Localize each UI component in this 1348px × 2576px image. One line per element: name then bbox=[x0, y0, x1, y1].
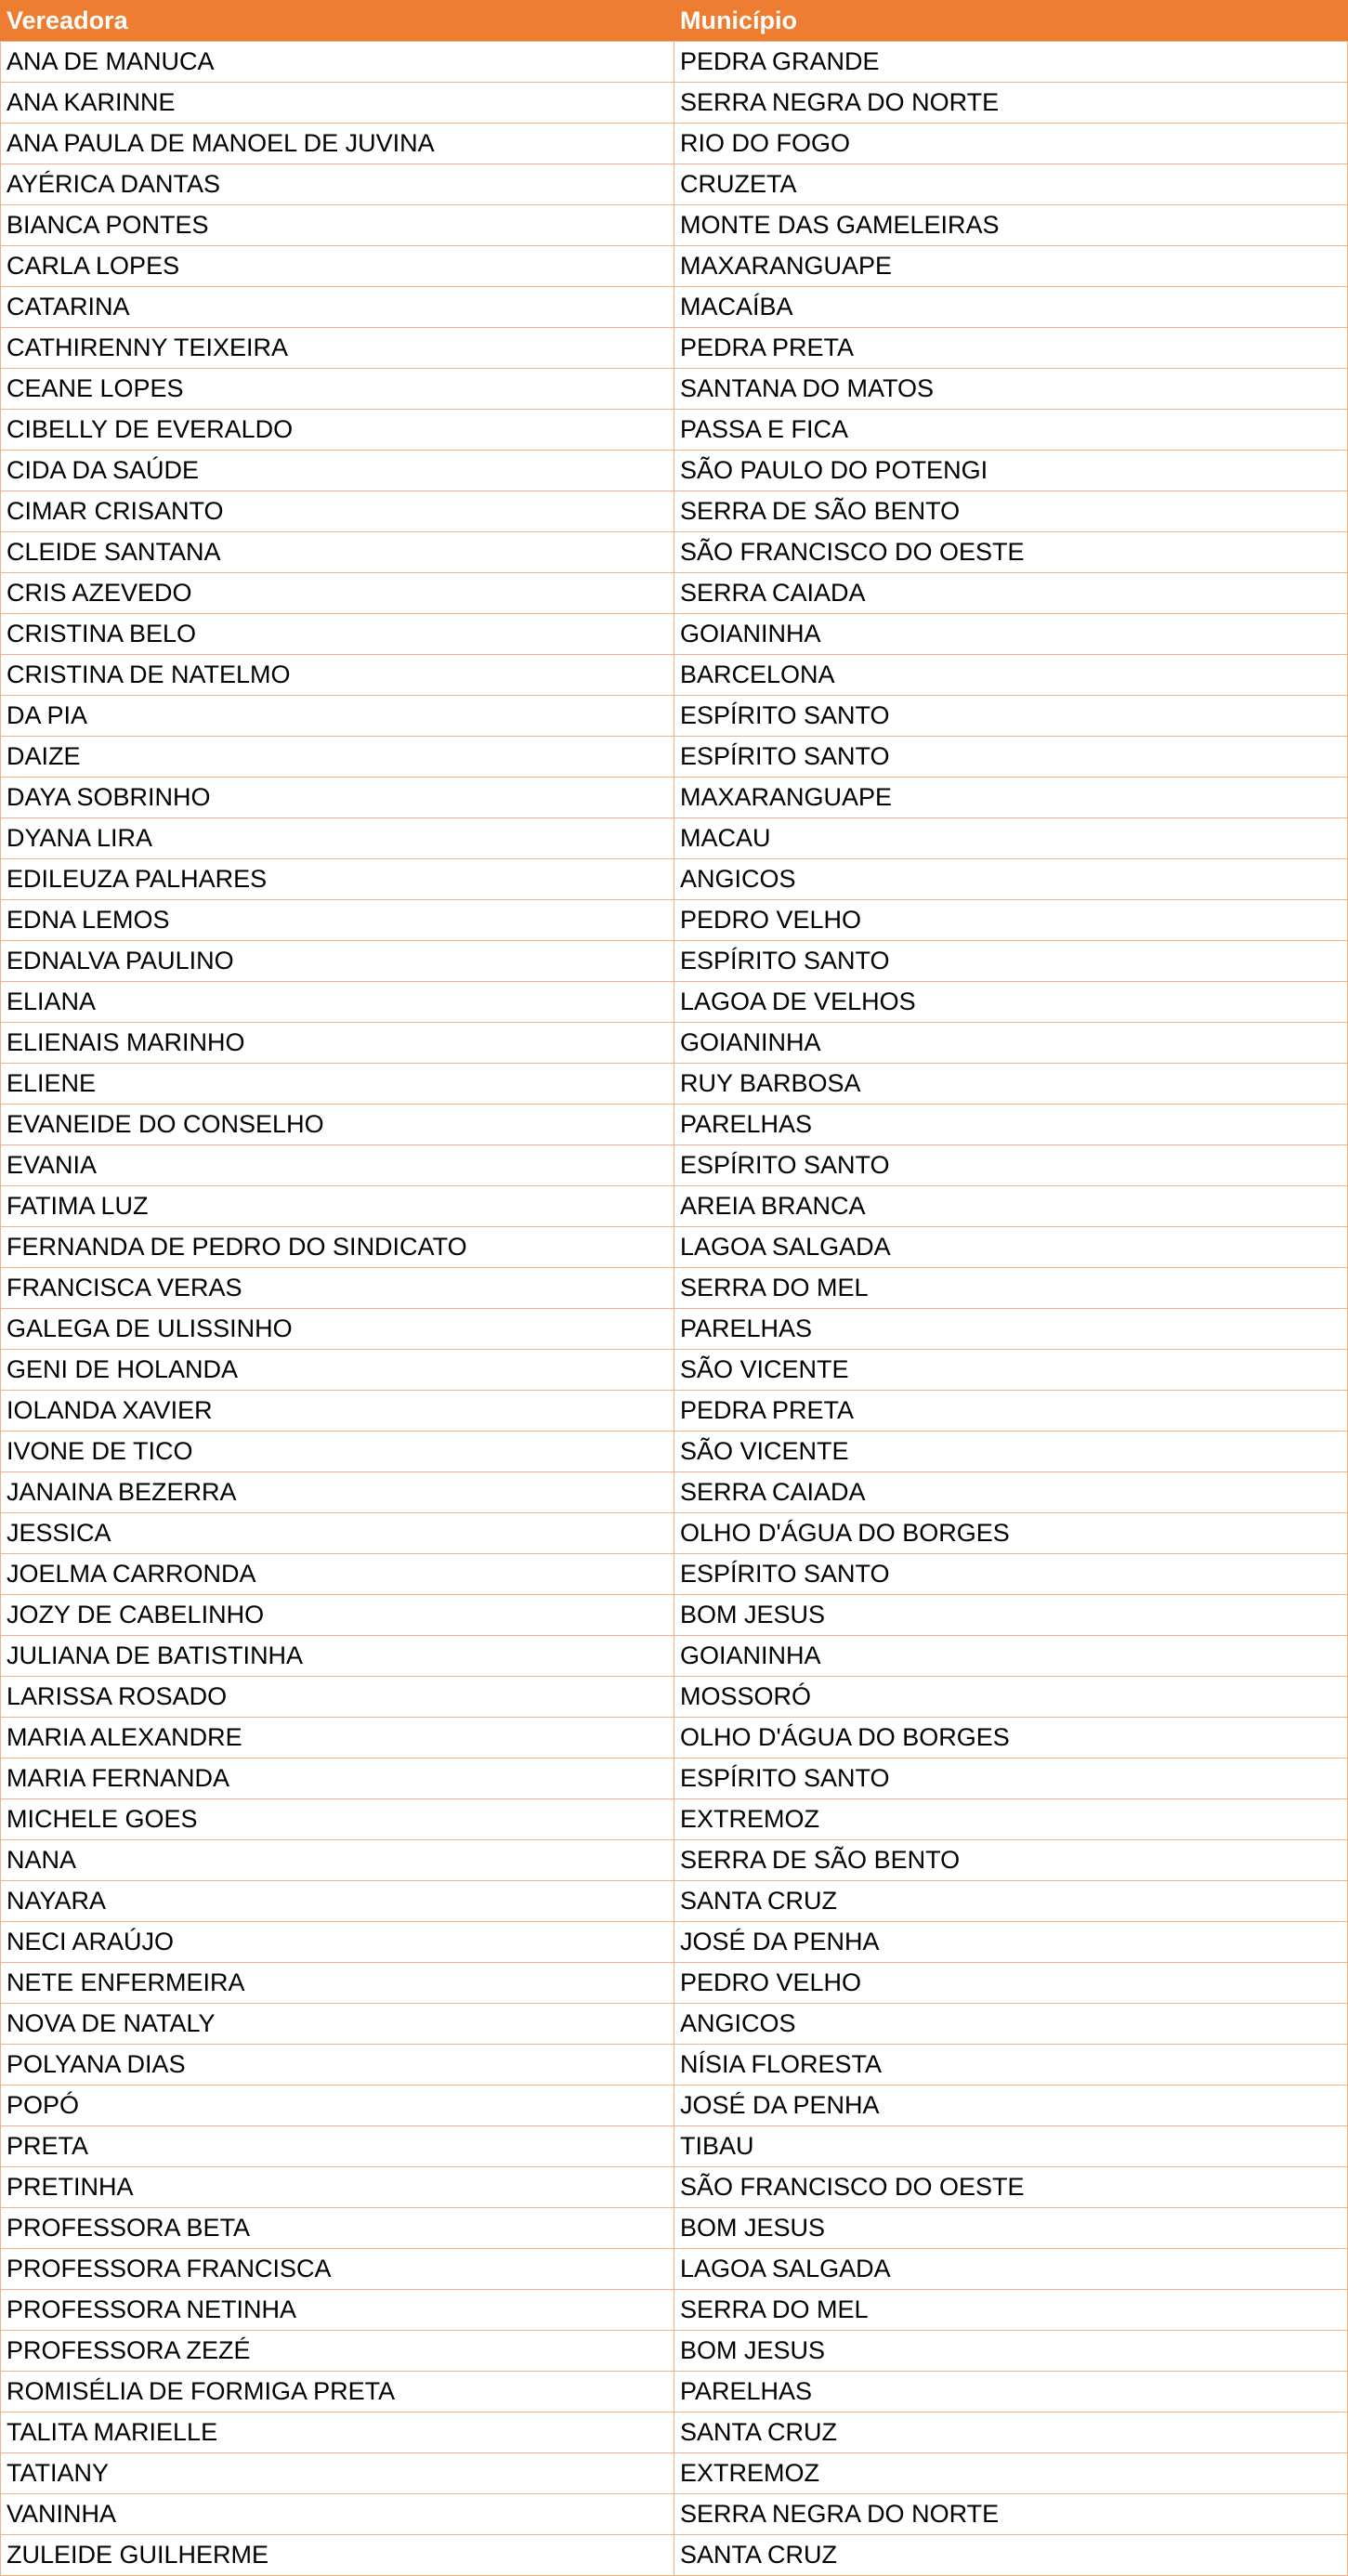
table-row bbox=[1, 2167, 1348, 2208]
cell-vereadora[interactable]: VANINHA bbox=[1, 2494, 674, 2535]
cell-vereadora[interactable]: ZULEIDE GUILHERME bbox=[1, 2535, 674, 2576]
cell-municipio[interactable]: PEDRO VELHO bbox=[674, 900, 1348, 941]
cell-municipio[interactable]: PARELHAS bbox=[674, 2372, 1348, 2413]
cell-municipio[interactable]: SÃO VICENTE bbox=[674, 1350, 1348, 1391]
table-row bbox=[1, 696, 1348, 737]
cell-vereadora[interactable]: TATIANY bbox=[1, 2453, 674, 2494]
cell-vereadora[interactable]: FRANCISCA VERAS bbox=[1, 1268, 674, 1309]
table-row bbox=[1, 491, 1348, 532]
table-row bbox=[1, 2249, 1348, 2290]
cell-municipio[interactable]: ESPÍRITO SANTO bbox=[674, 1145, 1348, 1186]
cell-vereadora[interactable]: MARIA ALEXANDRE bbox=[1, 1718, 674, 1759]
table-row bbox=[1, 205, 1348, 246]
table-row bbox=[1, 1023, 1348, 1064]
cell-municipio[interactable]: JOSÉ DA PENHA bbox=[674, 2086, 1348, 2126]
cell-vereadora[interactable]: PROFESSORA FRANCISCA bbox=[1, 2249, 674, 2290]
cell-municipio[interactable]: BOM JESUS bbox=[674, 2331, 1348, 2372]
cell-municipio[interactable]: AREIA BRANCA bbox=[674, 1186, 1348, 1227]
cell-vereadora[interactable]: LARISSA ROSADO bbox=[1, 1677, 674, 1718]
table-row bbox=[1, 1922, 1348, 1963]
cell-municipio[interactable]: LAGOA SALGADA bbox=[674, 1227, 1348, 1268]
cell-municipio[interactable]: SANTA CRUZ bbox=[674, 1881, 1348, 1922]
cell-vereadora[interactable]: CRIS AZEVEDO bbox=[1, 573, 674, 614]
cell-vereadora[interactable]: ELIENE bbox=[1, 1064, 674, 1105]
cell-municipio[interactable]: PASSA E FICA bbox=[674, 410, 1348, 451]
table-row bbox=[1, 1432, 1348, 1472]
cell-municipio[interactable]: LAGOA DE VELHOS bbox=[674, 982, 1348, 1023]
cell-vereadora[interactable]: MARIA FERNANDA bbox=[1, 1759, 674, 1799]
cell-vereadora[interactable]: GENI DE HOLANDA bbox=[1, 1350, 674, 1391]
cell-vereadora[interactable]: ELIANA bbox=[1, 982, 674, 1023]
table-row bbox=[1, 778, 1348, 818]
cell-municipio[interactable]: ESPÍRITO SANTO bbox=[674, 1759, 1348, 1799]
cell-municipio[interactable]: GOIANINHA bbox=[674, 1636, 1348, 1677]
cell-municipio[interactable]: MOSSORÓ bbox=[674, 1677, 1348, 1718]
table-row bbox=[1, 2331, 1348, 2372]
cell-vereadora[interactable]: ANA KARINNE bbox=[1, 83, 674, 124]
cell-vereadora[interactable]: CRISTINA BELO bbox=[1, 614, 674, 655]
cell-vereadora[interactable]: JESSICA bbox=[1, 1513, 674, 1554]
cell-municipio[interactable]: SERRA NEGRA DO NORTE bbox=[674, 2494, 1348, 2535]
table-row bbox=[1, 2413, 1348, 2453]
table-row bbox=[1, 1595, 1348, 1636]
cell-vereadora[interactable]: TALITA MARIELLE bbox=[1, 2413, 674, 2453]
cell-vereadora[interactable]: IOLANDA XAVIER bbox=[1, 1391, 674, 1432]
cell-vereadora[interactable]: NANA bbox=[1, 1840, 674, 1881]
table-row bbox=[1, 1350, 1348, 1391]
cell-vereadora[interactable]: AYÉRICA DANTAS bbox=[1, 164, 674, 205]
cell-municipio[interactable]: BOM JESUS bbox=[674, 1595, 1348, 1636]
table-row bbox=[1, 2045, 1348, 2086]
table-row bbox=[1, 859, 1348, 900]
table-row bbox=[1, 1799, 1348, 1840]
header-row bbox=[1, 1, 1348, 42]
cell-vereadora[interactable]: EVANEIDE DO CONSELHO bbox=[1, 1105, 674, 1145]
cell-municipio[interactable]: SERRA CAIADA bbox=[674, 1472, 1348, 1513]
cell-vereadora[interactable]: CIDA DA SAÚDE bbox=[1, 451, 674, 491]
cell-municipio[interactable]: PARELHAS bbox=[674, 1105, 1348, 1145]
cell-municipio[interactable]: EXTREMOZ bbox=[674, 1799, 1348, 1840]
table-row bbox=[1, 410, 1348, 451]
header-vereadora[interactable]: Vereadora bbox=[1, 1, 674, 42]
cell-municipio[interactable]: MAXARANGUAPE bbox=[674, 246, 1348, 287]
cell-vereadora[interactable]: DAYA SOBRINHO bbox=[1, 778, 674, 818]
table-row bbox=[1, 246, 1348, 287]
cell-vereadora[interactable]: PRETINHA bbox=[1, 2167, 674, 2208]
cell-vereadora[interactable]: ANA DE MANUCA bbox=[1, 42, 674, 83]
cell-municipio[interactable]: SERRA NEGRA DO NORTE bbox=[674, 83, 1348, 124]
table-row bbox=[1, 124, 1348, 164]
cell-vereadora[interactable]: NECI ARAÚJO bbox=[1, 1922, 674, 1963]
cell-vereadora[interactable]: DA PIA bbox=[1, 696, 674, 737]
cell-municipio[interactable]: ESPÍRITO SANTO bbox=[674, 737, 1348, 778]
cell-municipio[interactable]: CRUZETA bbox=[674, 164, 1348, 205]
cell-municipio[interactable]: SÃO PAULO DO POTENGI bbox=[674, 451, 1348, 491]
cell-municipio[interactable]: SERRA CAIADA bbox=[674, 573, 1348, 614]
table-row bbox=[1, 287, 1348, 328]
cell-municipio[interactable]: LAGOA SALGADA bbox=[674, 2249, 1348, 2290]
table-row bbox=[1, 614, 1348, 655]
cell-municipio[interactable]: PARELHAS bbox=[674, 1309, 1348, 1350]
table-row bbox=[1, 1636, 1348, 1677]
table-row bbox=[1, 818, 1348, 859]
table-row bbox=[1, 2126, 1348, 2167]
table-row bbox=[1, 2535, 1348, 2576]
cell-municipio[interactable]: MAXARANGUAPE bbox=[674, 778, 1348, 818]
cell-municipio[interactable]: SANTANA DO MATOS bbox=[674, 369, 1348, 410]
cell-vereadora[interactable]: JOZY DE CABELINHO bbox=[1, 1595, 674, 1636]
cell-vereadora[interactable]: PRETA bbox=[1, 2126, 674, 2167]
cell-vereadora[interactable]: CATHIRENNY TEIXEIRA bbox=[1, 328, 674, 369]
table-row bbox=[1, 900, 1348, 941]
cell-vereadora[interactable]: CLEIDE SANTANA bbox=[1, 532, 674, 573]
table-row bbox=[1, 2494, 1348, 2535]
cell-municipio[interactable]: ESPÍRITO SANTO bbox=[674, 1554, 1348, 1595]
table-row bbox=[1, 1227, 1348, 1268]
table-row bbox=[1, 328, 1348, 369]
cell-vereadora[interactable]: NOVA DE NATALY bbox=[1, 2004, 674, 2045]
cell-vereadora[interactable]: CATARINA bbox=[1, 287, 674, 328]
table-row bbox=[1, 532, 1348, 573]
cell-vereadora[interactable]: POLYANA DIAS bbox=[1, 2045, 674, 2086]
cell-municipio[interactable]: PEDRO VELHO bbox=[674, 1963, 1348, 2004]
table-row bbox=[1, 1064, 1348, 1105]
cell-vereadora[interactable]: FERNANDA DE PEDRO DO SINDICATO bbox=[1, 1227, 674, 1268]
cell-vereadora[interactable]: CRISTINA DE NATELMO bbox=[1, 655, 674, 696]
cell-municipio[interactable]: NÍSIA FLORESTA bbox=[674, 2045, 1348, 2086]
cell-vereadora[interactable]: IVONE DE TICO bbox=[1, 1432, 674, 1472]
table-row bbox=[1, 573, 1348, 614]
table-row bbox=[1, 2086, 1348, 2126]
table-row bbox=[1, 1186, 1348, 1227]
table-row bbox=[1, 1268, 1348, 1309]
cell-municipio[interactable]: SÃO FRANCISCO DO OESTE bbox=[674, 532, 1348, 573]
cell-vereadora[interactable]: JULIANA DE BATISTINHA bbox=[1, 1636, 674, 1677]
table-row bbox=[1, 2004, 1348, 2045]
cell-municipio[interactable]: OLHO D'ÁGUA DO BORGES bbox=[674, 1513, 1348, 1554]
table-row bbox=[1, 164, 1348, 205]
cell-vereadora[interactable]: ELIENAIS MARINHO bbox=[1, 1023, 674, 1064]
table-row bbox=[1, 1391, 1348, 1432]
cell-municipio[interactable]: OLHO D'ÁGUA DO BORGES bbox=[674, 1718, 1348, 1759]
cell-vereadora[interactable]: GALEGA DE ULISSINHO bbox=[1, 1309, 674, 1350]
cell-municipio[interactable]: SERRA DO MEL bbox=[674, 1268, 1348, 1309]
cell-vereadora[interactable]: EDILEUZA PALHARES bbox=[1, 859, 674, 900]
cell-municipio[interactable]: BARCELONA bbox=[674, 655, 1348, 696]
cell-municipio[interactable]: ANGICOS bbox=[674, 2004, 1348, 2045]
cell-vereadora[interactable]: DYANA LIRA bbox=[1, 818, 674, 859]
cell-vereadora[interactable]: CEANE LOPES bbox=[1, 369, 674, 410]
cell-municipio[interactable]: SANTA CRUZ bbox=[674, 2535, 1348, 2576]
table-row bbox=[1, 1718, 1348, 1759]
cell-vereadora[interactable]: BIANCA PONTES bbox=[1, 205, 674, 246]
cell-municipio[interactable]: SANTA CRUZ bbox=[674, 2413, 1348, 2453]
cell-municipio[interactable]: RUY BARBOSA bbox=[674, 1064, 1348, 1105]
cell-municipio[interactable]: TIBAU bbox=[674, 2126, 1348, 2167]
table-row bbox=[1, 1105, 1348, 1145]
table-row bbox=[1, 1513, 1348, 1554]
cell-vereadora[interactable]: EVANIA bbox=[1, 1145, 674, 1186]
cell-municipio[interactable]: PEDRA GRANDE bbox=[674, 42, 1348, 83]
table-row bbox=[1, 1554, 1348, 1595]
cell-municipio[interactable]: PEDRA PRETA bbox=[674, 328, 1348, 369]
cell-vereadora[interactable]: ANA PAULA DE MANOEL DE JUVINA bbox=[1, 124, 674, 164]
cell-municipio[interactable]: ESPÍRITO SANTO bbox=[674, 941, 1348, 982]
table-row bbox=[1, 1677, 1348, 1718]
table-row bbox=[1, 2453, 1348, 2494]
table-row bbox=[1, 83, 1348, 124]
cell-municipio[interactable]: JOSÉ DA PENHA bbox=[674, 1922, 1348, 1963]
cell-vereadora[interactable]: CIBELLY DE EVERALDO bbox=[1, 410, 674, 451]
table-row bbox=[1, 655, 1348, 696]
cell-municipio[interactable]: RIO DO FOGO bbox=[674, 124, 1348, 164]
table-row bbox=[1, 1309, 1348, 1350]
cell-municipio[interactable]: SÃO FRANCISCO DO OESTE bbox=[674, 2167, 1348, 2208]
table-row bbox=[1, 1145, 1348, 1186]
cell-vereadora[interactable]: POPÓ bbox=[1, 2086, 674, 2126]
table-row bbox=[1, 1963, 1348, 2004]
table-row bbox=[1, 1472, 1348, 1513]
cell-vereadora[interactable]: PROFESSORA BETA bbox=[1, 2208, 674, 2249]
cell-vereadora[interactable]: JANAINA BEZERRA bbox=[1, 1472, 674, 1513]
cell-vereadora[interactable]: CARLA LOPES bbox=[1, 246, 674, 287]
cell-municipio[interactable]: SERRA DO MEL bbox=[674, 2290, 1348, 2331]
table-row bbox=[1, 2290, 1348, 2331]
cell-vereadora[interactable]: NETE ENFERMEIRA bbox=[1, 1963, 674, 2004]
table-row bbox=[1, 941, 1348, 982]
cell-municipio[interactable]: BOM JESUS bbox=[674, 2208, 1348, 2249]
cell-municipio[interactable]: MACAÍBA bbox=[674, 287, 1348, 328]
cell-municipio[interactable]: SERRA DE SÃO BENTO bbox=[674, 1840, 1348, 1881]
cell-vereadora[interactable]: ROMISÉLIA DE FORMIGA PRETA bbox=[1, 2372, 674, 2413]
cell-vereadora[interactable]: PROFESSORA NETINHA bbox=[1, 2290, 674, 2331]
table-row bbox=[1, 737, 1348, 778]
table-row bbox=[1, 1759, 1348, 1799]
table-header bbox=[1, 1, 1348, 42]
cell-vereadora[interactable]: NAYARA bbox=[1, 1881, 674, 1922]
table-row bbox=[1, 982, 1348, 1023]
cell-municipio[interactable]: MONTE DAS GAMELEIRAS bbox=[674, 205, 1348, 246]
table-row bbox=[1, 1840, 1348, 1881]
table-row bbox=[1, 42, 1348, 83]
table-row bbox=[1, 2372, 1348, 2413]
cell-municipio[interactable]: ANGICOS bbox=[674, 859, 1348, 900]
cell-vereadora[interactable]: EDNALVA PAULINO bbox=[1, 941, 674, 982]
cell-vereadora[interactable]: JOELMA CARRONDA bbox=[1, 1554, 674, 1595]
cell-vereadora[interactable]: FATIMA LUZ bbox=[1, 1186, 674, 1227]
cell-municipio[interactable]: SÃO VICENTE bbox=[674, 1432, 1348, 1472]
cell-vereadora[interactable]: PROFESSORA ZEZÉ bbox=[1, 2331, 674, 2372]
table-row bbox=[1, 1881, 1348, 1922]
cell-municipio[interactable]: EXTREMOZ bbox=[674, 2453, 1348, 2494]
table-row bbox=[1, 451, 1348, 491]
table-row bbox=[1, 2208, 1348, 2249]
cell-municipio[interactable]: GOIANINHA bbox=[674, 1023, 1348, 1064]
cell-municipio[interactable]: MACAU bbox=[674, 818, 1348, 859]
cell-vereadora[interactable]: DAIZE bbox=[1, 737, 674, 778]
cell-vereadora[interactable]: MICHELE GOES bbox=[1, 1799, 674, 1840]
table-row bbox=[1, 369, 1348, 410]
cell-vereadora[interactable]: CIMAR CRISANTO bbox=[1, 491, 674, 532]
table-body bbox=[1, 42, 1348, 2576]
cell-vereadora[interactable]: EDNA LEMOS bbox=[1, 900, 674, 941]
header-municipio[interactable]: Município bbox=[674, 1, 1348, 42]
cell-municipio[interactable]: ESPÍRITO SANTO bbox=[674, 696, 1348, 737]
cell-municipio[interactable]: SERRA DE SÃO BENTO bbox=[674, 491, 1348, 532]
cell-municipio[interactable]: GOIANINHA bbox=[674, 614, 1348, 655]
cell-municipio[interactable]: PEDRA PRETA bbox=[674, 1391, 1348, 1432]
